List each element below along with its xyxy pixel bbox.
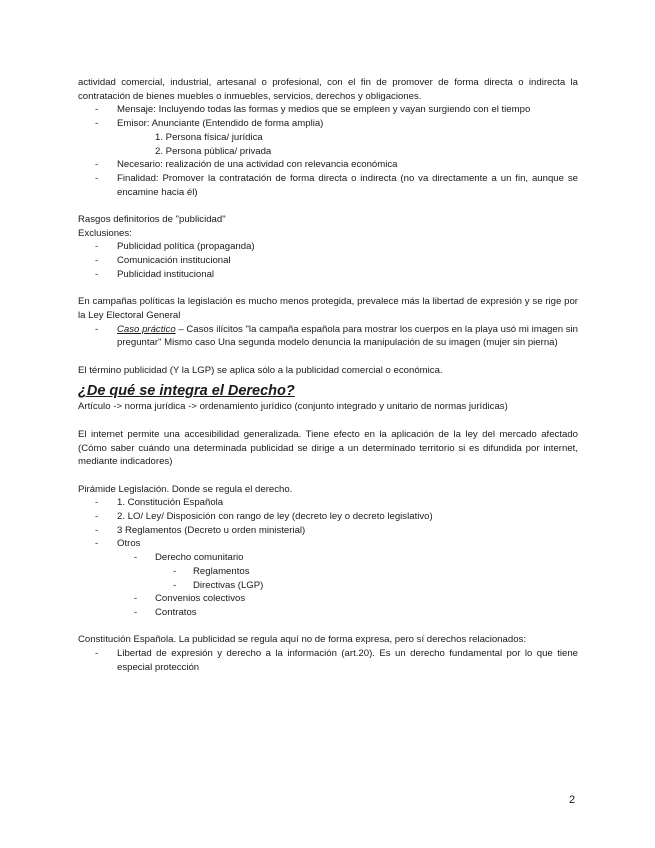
otros-sublist (78, 551, 578, 565)
emisor-sub-item: 1. Persona física/ jurídica (155, 131, 263, 143)
list-item: - Libertad de expresión y derecho a la información (art.20). Es un derecho fundamental por lo que tiene especial protección (78, 647, 578, 674)
list-item: - Otros (78, 537, 578, 551)
otros-sublist-continued (78, 592, 578, 619)
list-item: - Finalidad: Promover la contratación de forma directa o indirecta (no va directamente a un fin, aunque se encamine hacia él) (78, 172, 578, 199)
section-heading: ¿De qué se integra el Derecho? (78, 383, 295, 400)
case-label: Caso práctico (117, 323, 176, 335)
term-paragraph: El término publicidad (Y la LGP) se aplica sólo a la publicidad comercial o económica. (78, 364, 443, 376)
articulo-paragraph: Artículo -> norma jurídica -> ordenamiento jurídico (conjunto integrado y unitario de normas jurídicas) (78, 401, 508, 413)
list-item: - Reglamentos (78, 565, 578, 579)
list-item: - Emisor: Anunciante (Entendido de forma amplia) (78, 117, 578, 131)
definition-list-continued (78, 158, 578, 199)
internet-paragraph: El internet permite una accesibilidad generalizada. Tiene efecto en la aplicación de la ley del mercado afectado (Cómo saber cuándo una determinada publicidad se dirige a un determinado territorio si es difundida por internet, mediante indicadores) (78, 428, 578, 468)
exclusiones-list (78, 240, 578, 281)
campaigns-paragraph: En campañas políticas la legislación es mucho menos protegida, prevalece más la libertad de expresión y se rige por la Ley Electoral General (78, 296, 578, 321)
document-body (78, 76, 578, 674)
case-list (78, 323, 578, 350)
exclusiones-label: Exclusiones: (78, 227, 132, 239)
list-item: - Contratos (78, 606, 578, 620)
list-item: - 3 Reglamentos (Decreto u orden ministerial) (78, 524, 578, 538)
list-item: - Convenios colectivos (78, 592, 578, 606)
list-item: - Derecho comunitario (78, 551, 578, 565)
list-item: - Necesario: realización de una actividad con relevancia económica (78, 158, 578, 172)
list-item: - 2. LO/ Ley/ Disposición con rango de ley (decreto ley o decreto legislativo) (78, 510, 578, 524)
emisor-sub-item: 2. Persona pública/ privada (155, 145, 272, 157)
constitucion-paragraph: Constitución Española. La publicidad se regula aquí no de forma expresa, pero sí derechos relacionados: (78, 634, 526, 646)
intro-paragraph: actividad comercial, industrial, artesanal o profesional, con el fin de promover de forma directa o indirecta la contratación de bienes muebles o inmuebles, servicios, derechos y obligaciones. (78, 77, 578, 102)
definition-list (78, 103, 578, 130)
rasgos-title: Rasgos definitorios de "publicidad" (78, 214, 226, 226)
case-text: – Casos ilícitos "la campaña española para mostrar los cuerpos en la playa usó mi imagen sin preguntar" Mismo caso Una segunda modelo denuncia la manipulación de su imagen (mujer sin pierna) (117, 323, 578, 349)
piramide-title: Pirámide Legislación. Donde se regula el derecho. (78, 483, 293, 495)
derecho-comunitario-sublist (78, 565, 578, 592)
page-number: 2 (569, 794, 576, 806)
constitucion-list (78, 647, 578, 674)
list-item: - Publicidad institucional (78, 268, 578, 282)
case-item (78, 323, 578, 350)
list-item: - Publicidad política (propaganda) (78, 240, 578, 254)
list-item: - Comunicación institucional (78, 254, 578, 268)
list-item: - Mensaje: Incluyendo todas las formas y medios que se empleen y vayan surgiendo con el tiempo (78, 103, 578, 117)
piramide-list (78, 496, 578, 551)
list-item: - Directivas (LGP) (78, 579, 578, 593)
list-item: - 1. Constitución Española (78, 496, 578, 510)
